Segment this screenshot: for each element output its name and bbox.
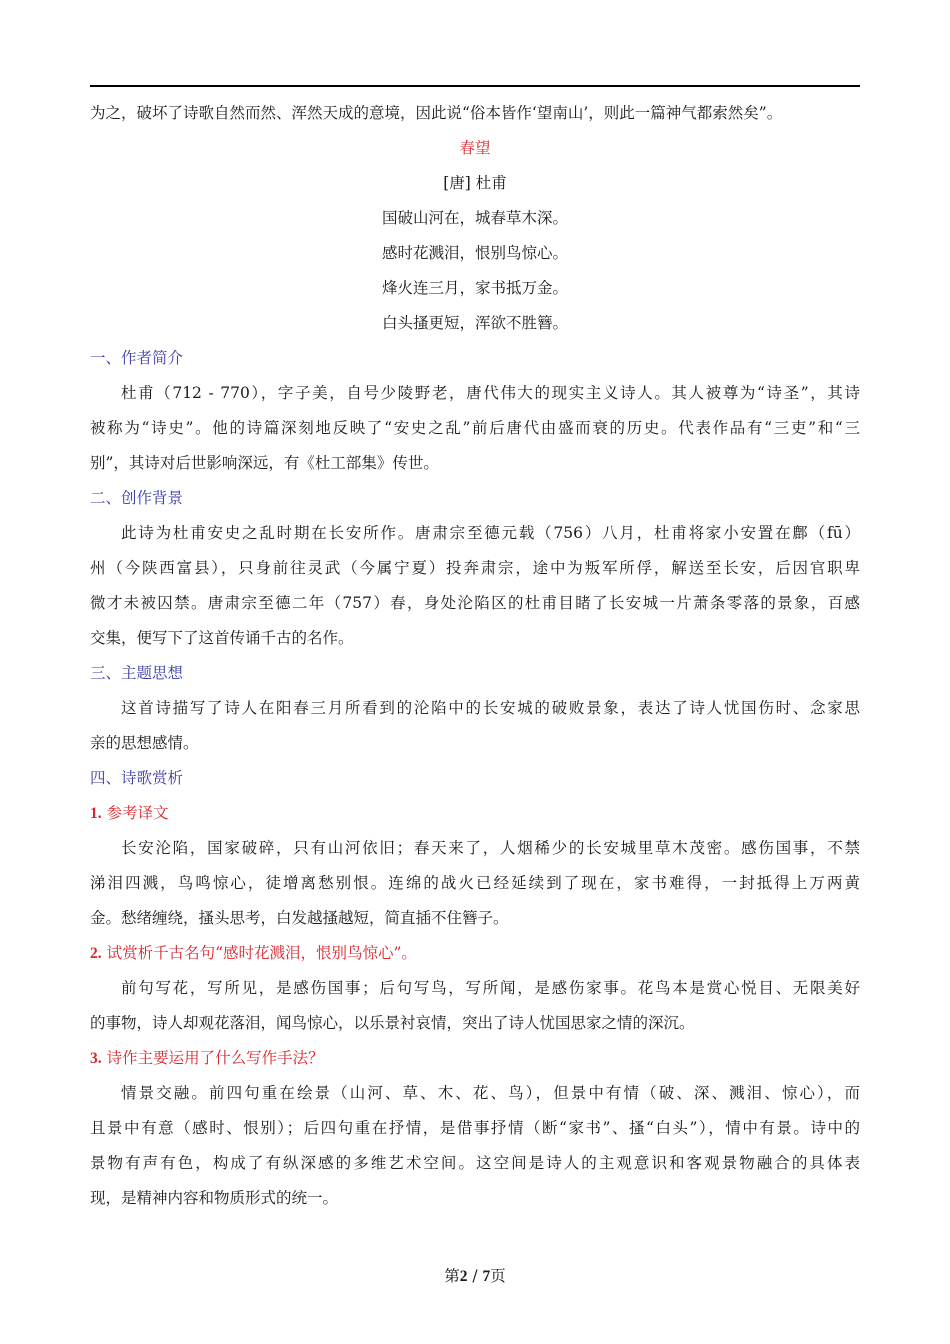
intro-line: 为之，破坏了诗歌自然而然、浑然天成的意境，因此说“俗本皆作‘望南山’，则此一篇神气都索然矣”。 <box>90 104 783 122</box>
body-line: 这首诗描写了诗人在阳春三月所看到的沦陷中的长安城的破败景象，表达了诗人忧国伤时、念家思 <box>121 699 860 717</box>
page-footer <box>0 1264 950 1286</box>
poem-line: 烽火连三月，家书抵万金。 <box>381 279 568 297</box>
footer-sep: / <box>467 1267 483 1285</box>
item-number: 3 <box>90 1050 98 1067</box>
body-line: 微才未被囚禁。唐肃宗至德二年（757）春，身处沦陷区的杜甫目睹了长安城一片萧条零落的景象，百感 <box>90 594 860 612</box>
page-number: 2 <box>459 1268 468 1285</box>
body-line: 的事物，诗人却观花落泪，闻鸟惊心，以乐景衬哀情，突出了诗人忧国思家之情的深沉。 <box>90 1014 695 1032</box>
section-heading-author: 一、作者简介 <box>90 349 184 367</box>
body-line: 交集，便写下了这首传诵千古的名作。 <box>90 629 354 647</box>
body-line: 州（今陕西富县），只身前往灵武（今属宁夏）投奔肃宗，途中为叛军所俘，解送至长安，后因官职卑 <box>90 559 860 577</box>
body-line: 长安沦陷，国家破碎，只有山河依旧；春天来了，人烟稀少的长安城里草木茂密。感伤国事，不禁 <box>121 839 860 857</box>
footer-suffix: 页 <box>490 1267 506 1285</box>
poem-title: 春望 <box>459 139 491 157</box>
body-line: 前句写花，写所见，是感伤国事；后句写鸟，写所闻，是感伤家事。花鸟本是赏心悦目、无限美好 <box>121 979 860 997</box>
section-heading-background: 二、创作背景 <box>90 489 184 507</box>
item-number: 2 <box>90 945 98 962</box>
item-title: 参考译文 <box>106 804 169 822</box>
body-line: 亲的思想感情。 <box>90 734 199 752</box>
body-line: 且景中有意（感时、恨别）；后四句重在抒情，是借事抒情（断“家书”、搔“白头”），情中有景。诗中的 <box>90 1119 860 1137</box>
body-line: 金。愁绪缠绕，搔头思考，白发越搔越短，简直插不住簪子。 <box>90 909 509 927</box>
item-number: 1 <box>90 805 98 822</box>
item-title: 诗作主要运用了什么写作手法？ <box>106 1049 324 1067</box>
poem-line: 白头搔更短，浑欲不胜簪。 <box>381 314 568 332</box>
page-content <box>90 96 860 1216</box>
poem-line: 感时花溅泪，恨别鸟惊心。 <box>381 244 568 262</box>
body-line: 被称为“诗史”。他的诗篇深刻地反映了“安史之乱”前后唐代由盛而衰的历史。代表作品有“三吏”和“三 <box>90 419 860 437</box>
body-line: 现，是精神内容和物质形式的统一。 <box>90 1189 339 1207</box>
header-rule <box>90 85 860 87</box>
section-heading-theme: 三、主题思想 <box>90 664 184 682</box>
footer-prefix: 第 <box>444 1267 460 1285</box>
poem-author: [唐] 杜甫 <box>443 174 507 192</box>
poem-line: 国破山河在，城春草木深。 <box>381 209 568 227</box>
body-line: 涕泪四溅，鸟鸣惊心，徒增离愁别恨。连绵的战火已经延续到了现在，家书难得，一封抵得上万两黄 <box>90 874 860 892</box>
body-line: 别”，其诗对后世影响深远，有《杜工部集》传世。 <box>90 454 439 472</box>
analysis-item-heading: 2. 试赏析千古名句“感时花溅泪，恨别鸟惊心”。 <box>90 944 417 962</box>
page-total: 7 <box>482 1268 491 1285</box>
body-line: 景物有声有色，构成了有纵深感的多维艺术空间。这空间是诗人的主观意识和客观景物融合的具体表 <box>90 1154 860 1172</box>
analysis-item-heading: 3. 诗作主要运用了什么写作手法？ <box>90 1049 324 1067</box>
body-line: 杜甫（712 - 770），字子美，自号少陵野老，唐代伟大的现实主义诗人。其人被尊为“诗圣”，其诗 <box>121 384 860 402</box>
body-line: 此诗为杜甫安史之乱时期在长安所作。唐肃宗至德元载（756）八月，杜甫将家小安置在鄜（fū） <box>121 524 860 542</box>
item-title: 试赏析千古名句“感时花溅泪，恨别鸟惊心”。 <box>106 944 417 962</box>
analysis-item-heading: 1. 参考译文 <box>90 804 169 822</box>
section-heading-analysis: 四、诗歌赏析 <box>90 769 184 787</box>
body-line: 情景交融。前四句重在绘景（山河、草、木、花、鸟），但景中有情（破、深、溅泪、惊心），而 <box>121 1084 860 1102</box>
